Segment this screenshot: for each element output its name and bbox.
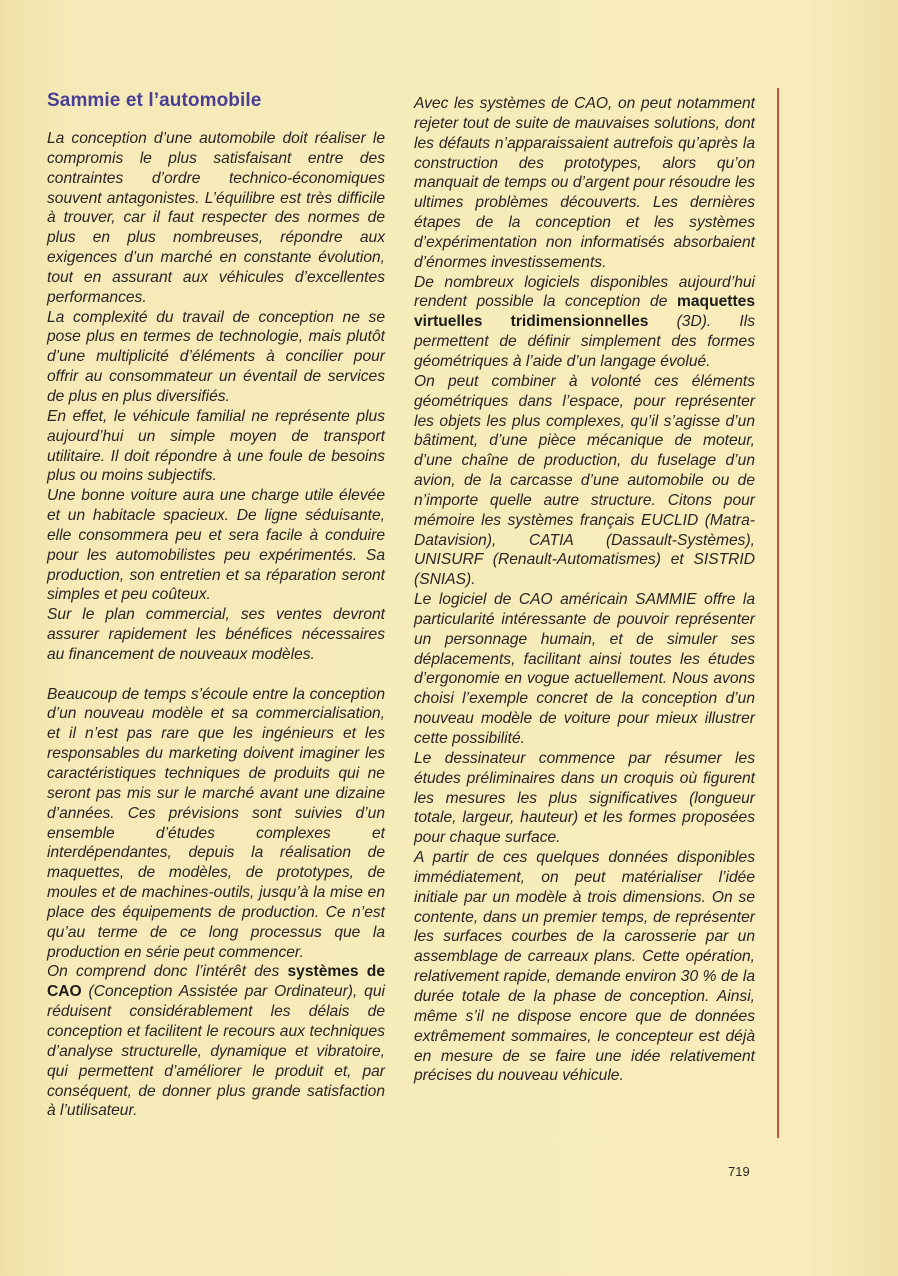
left-paragraph-4: Une bonne voiture aura une charge utile élevée et un habitacle spacieux. De ligne séduisante, elle consommera peu et sera facile à conduire pour les automobilistes peu expérimentés. Sa production, son entretien et sa réparation seront simples et peu coûteux.	[47, 487, 385, 604]
left-paragraph-1: La conception d’une automobile doit réaliser le compromis le plus satisfaisant entre des contraintes d’ordre technico-économiques souvent antagonistes. L’équilibre est très difficile à trouver, car il faut respecter des normes de plus en plus nombreuses, répondre aux exigences d’un marché en constante évolution, tout en assurant aux véhicules d’excellentes performances.	[47, 130, 385, 306]
left-paragraph-2: La complexité du travail de conception ne se pose plus en termes de technologie, mais plutôt d’une multiplicité d’éléments à concilier pour offrir au consommateur un éventail de services de plus en plus diversifiés.	[47, 308, 385, 405]
right-paragraph-3: On peut combiner à volonté ces éléments géométriques dans l’espace, pour représenter les objets les plus complexes, qu’il s’agisse d’un bâtiment, d’une pièce mécanique de moteur, d’une chaîne de production, du fuselage d’un avion, de la carcasse d’une automobile ou de n’importe quelle autre structure. Citons pour mémoire les systèmes français EUCLID (Matra-Datavision), CATIA (Dassault-Systèmes), UNISURF (Renault-Automatismes) et SISTRID (SNIAS).	[414, 372, 755, 589]
right-paragraph-1: Avec les systèmes de CAO, on peut notamment rejeter tout de suite de mauvaises solutions, dont les défauts n’apparaissaient autrefois qu’après la construction des prototypes, alors qu’on manquait de temps ou d’argent pour résoudre les ultimes problèmes découverts. Les dernières étapes de la conception et les systèmes d’expérimentation non informatisés absorbaient d’énormes investissements.	[414, 95, 755, 271]
right-paragraph-2-start: De nombreux logiciels disponibles aujourd’hui rendent possible la conception de	[414, 273, 755, 311]
right-column	[414, 94, 755, 1086]
left-paragraph-5: Sur le plan commercial, ses ventes devront assurer rapidement les bénéfices nécessaires au financement de nouveaux modèles.	[47, 606, 385, 663]
left-paragraph-6: Beaucoup de temps s’écoule entre la conception d’un nouveau modèle et sa commercialisation, et il n’est pas rare que les ingénieurs et les responsables du marketing doivent imaginer les caractéristiques techniques de produits qui ne seront pas mis sur le marché avant une dizaine d’années. Ces prévisions sont suivies d’un ensemble d’études complexes et interdépendantes, depuis la réalisation de maquettes, de modèles, de prototypes, de moules et de machines-outils, jusqu’à la mise en place des équipements de production. Ce n’est qu’au terme de ce long processus que la production en série peut commencer.	[47, 685, 385, 961]
page-title: Sammie et l’automobile	[47, 90, 262, 111]
page-number: 719	[728, 1164, 750, 1179]
right-paragraph-5: Le dessinateur commence par résumer les études préliminaires dans un croquis où figurent les mesures les plus significatives (longueur totale, largeur, hauteur) et les formes proposées pour chaque surface.	[414, 749, 755, 847]
right-paragraph-4: Le logiciel de CAO américain SAMMIE offre la particularité intéressante de pouvoir représenter un personnage humain, et de simuler ses déplacements, facilitant ainsi toutes les études d’ergonomie en vogue actuellement. Nous avons choisi l’exemple concret de la conception d’un nouveau modèle de voiture pour mieux illustrer cette possibilité.	[414, 591, 755, 747]
left-column	[47, 129, 385, 1121]
left-paragraph-7-end: (Conception Assistée par Ordinateur), qui réduisent considérablement les délais de conception et facilitent le recours aux techniques d’analyse structurelle, dynamique et vibratoire, qui permettent d’améliorer le produit et, par conséquent, de donner plus grande satisfaction à l’utilisateur.	[47, 983, 385, 1120]
virtual-models-emphasis: maquettes virtuelles tridimensionnelles	[414, 293, 755, 331]
left-paragraph-7	[47, 962, 385, 1121]
vertical-rule	[777, 88, 779, 1138]
right-paragraph-6: A partir de ces quelques données disponibles immédiatement, on peut matérialiser l’idée initiale par un modèle à trois dimensions. On se contente, dans un premier temps, de représenter les surfaces courbes de la carosserie par un assemblage de carreaux plans. Cette opération, relativement rapide, demande environ 30 % de la durée totale de la phase de conception. Ainsi, même s’il ne dispose encore que de données extrêmement sommaires, le concepteur est déjà en mesure de se faire une idée relativement précises du nouveau véhicule.	[414, 849, 755, 1085]
right-paragraph-2	[414, 273, 755, 372]
left-paragraph-3: En effet, le véhicule familial ne représente plus aujourd’hui un simple moyen de transport utilitaire. Il doit répondre à une foule de besoins plus ou moins subjectifs.	[47, 407, 385, 485]
left-paragraph-7-start: On comprend donc l’intérêt des	[47, 963, 288, 981]
right-paragraph-2-end: (3D). Ils permettent de définir simplement des formes géométriques à l’aide d’un langage évolué.	[414, 313, 755, 370]
cao-systems-emphasis: systèmes de CAO	[47, 963, 385, 1001]
